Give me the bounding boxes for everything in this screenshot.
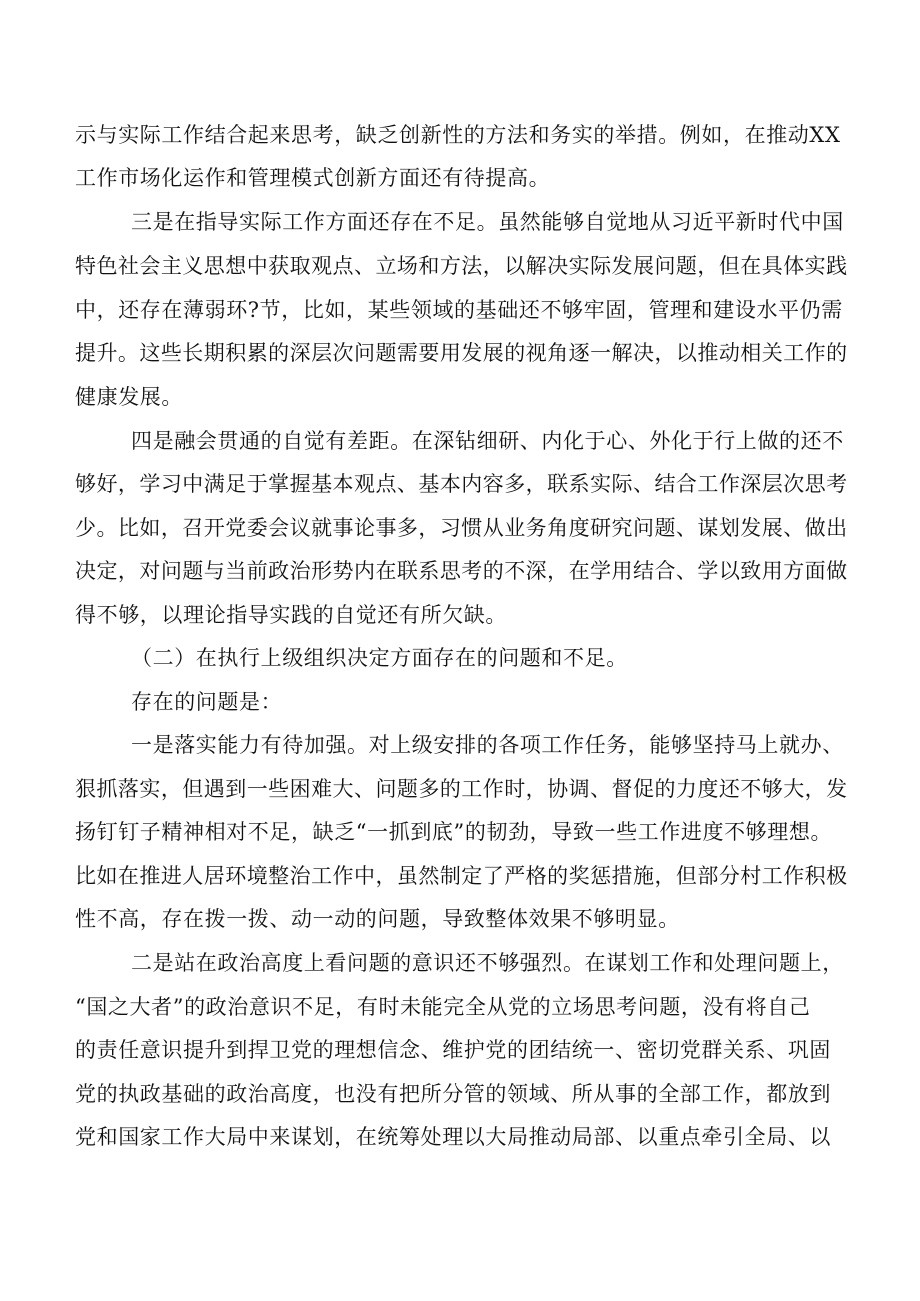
- text-line-11: 决定，对问题与当前政治形势内在联系思考的不深，在学用结合、学以致用方面做: [75, 559, 848, 583]
- text-line-1: 示与实际工作结合起来思考，缺乏创新性的方法和务实的举措。例如，在推动XX: [75, 123, 841, 147]
- text-line-18: 比如在推进人居环境整治工作中，虽然制定了严格的奖惩措施，但部分村工作积极: [75, 864, 848, 888]
- text-line-21: “国之大者”的政治意识不足，有时未能完全从党的立场思考问题，没有将自己: [75, 995, 811, 1019]
- text-line-17: 扬钉钉子精神相对不足，缺乏“一抓到底”的韧劲，导致一些工作进度不够理想。: [75, 820, 833, 844]
- text-line-22: 的责任意识提升到捍卫党的理想信念、维护党的团结统一、密切党群关系、巩固: [75, 1038, 831, 1062]
- text-line-24: 党和国家工作大局中来谋划，在统筹处理以大局推动局部、以重点牵引全局、以: [75, 1125, 831, 1149]
- text-line-5: 中，还存在薄弱环?节，比如，某些领域的基础还不够牢固，管理和建设水平仍需: [75, 298, 843, 322]
- text-line-3: 三是在指导实际工作方面还存在不足。虽然能够自觉地从习近平新时代中国: [131, 210, 844, 234]
- text-line-12: 得不够，以理论指导实践的自觉还有所欠缺。: [75, 603, 507, 627]
- text-line-2: 工作市场化运作和管理模式创新方面还有待提高。: [75, 166, 551, 190]
- text-line-23: 党的执政基础的政治高度，也没有把所分管的领域、所从事的全部工作，都放到: [75, 1082, 831, 1106]
- text-line-19: 性不高，存在拨一拨、动一动的问题，导致整体效果不够明显。: [75, 907, 680, 931]
- text-line-9: 够好，学习中满足于掌握基本观点、基本内容多，联系实际、结合工作深层次思考: [75, 472, 848, 496]
- text-line-16: 狠抓落实，但遇到一些困难大、问题多的工作时，协调、督促的力度还不够大，发: [75, 777, 848, 801]
- text-line-6: 提升。这些长期积累的深层次问题需要用发展的视角逐一解决，以推动相关工作的: [75, 341, 848, 365]
- text-line-4: 特色社会主义思想中获取观点、立场和方法，以解决实际发展问题，但在具体实践: [75, 254, 848, 278]
- text-line-8: 四是融会贯通的自觉有差距。在深钻细研、内化于心、外化于行上做的还不: [131, 429, 844, 453]
- section-heading: （二）在执行上级组织决定方面存在的问题和不足。: [131, 646, 628, 670]
- text-line-20: 二是站在政治高度上看问题的意识还不够强烈。在谋划工作和处理问题上，: [131, 951, 844, 975]
- text-line-15: 一是落实能力有待加强。对上级安排的各项工作任务，能够坚持马上就办、: [131, 733, 844, 757]
- text-line-14: 存在的问题是：: [131, 690, 283, 714]
- text-line-10: 少。比如，召开党委会议就事论事多，习惯从业务角度研究问题、谋划发展、做出: [75, 516, 848, 540]
- text-line-7: 健康发展。: [75, 385, 183, 409]
